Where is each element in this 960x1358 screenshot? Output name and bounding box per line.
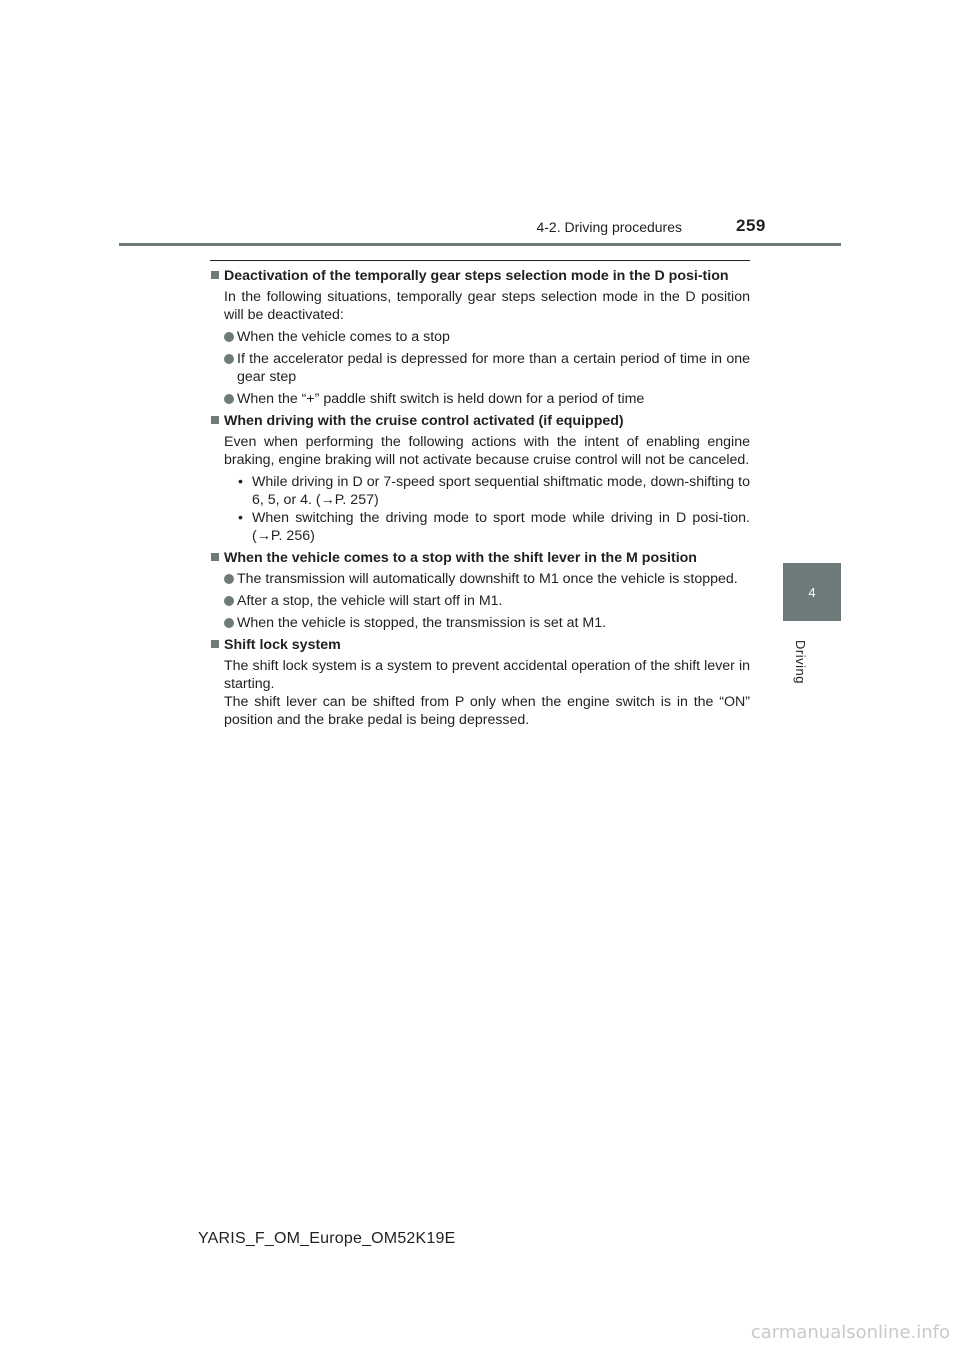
circle-bullet-icon xyxy=(224,614,237,632)
bullet-text: If the accelerator pedal is depressed for more than a certain period of time in one gear step xyxy=(237,351,750,385)
page-number: 259 xyxy=(736,216,766,235)
bullet-item xyxy=(224,328,750,346)
sub-list xyxy=(238,473,750,545)
section-title xyxy=(210,636,750,654)
section-title xyxy=(210,412,750,430)
dot-mark: • xyxy=(238,510,243,526)
content-top-rule xyxy=(210,260,750,261)
page-content xyxy=(210,267,750,733)
circle-bullet-icon xyxy=(224,390,237,408)
circle-bullet-icon xyxy=(224,592,237,610)
footer-doc-id: YARIS_F_OM_Europe_OM52K19E xyxy=(198,1230,456,1247)
bullet-text: When the vehicle comes to a stop xyxy=(237,329,450,345)
section-m-position xyxy=(210,549,750,632)
section-title xyxy=(210,267,750,285)
header-section-title: 4-2. Driving procedures xyxy=(536,219,682,235)
bullet-item xyxy=(224,614,750,632)
bullet-text: The transmission will automatically downshift to M1 once the vehicle is stopped. xyxy=(237,571,738,587)
section-paragraph: The shift lever can be shifted from P only when the engine switch is in the “ON” position and the brake pedal is being depressed. xyxy=(224,694,750,728)
sub-item xyxy=(238,509,750,545)
circle-bullet-icon xyxy=(224,328,237,346)
section-cruise-control xyxy=(210,412,750,545)
dot-mark: • xyxy=(238,474,243,490)
bullet-text: When the vehicle is stopped, the transmission is set at M1. xyxy=(237,615,607,631)
section-paragraph: The shift lock system is a system to prevent accidental operation of the shift lever in starting. xyxy=(224,658,750,692)
square-bullet-icon xyxy=(210,412,224,430)
bullet-item xyxy=(224,350,750,386)
bullet-item xyxy=(224,570,750,588)
section-title-text: When the vehicle comes to a stop with the shift lever in the M position xyxy=(224,550,697,566)
section-title xyxy=(210,549,750,567)
header-rule xyxy=(119,243,841,246)
bullet-text: After a stop, the vehicle will start off in M1. xyxy=(237,593,503,609)
section-paragraph: Even when performing the following actions with the intent of enabling engine braking, engine braking will not activate because cruise control will not be canceled. xyxy=(224,434,750,468)
circle-bullet-icon xyxy=(224,570,237,588)
section-deactivation xyxy=(210,267,750,408)
chapter-tab-number: 4 xyxy=(783,563,841,621)
square-bullet-icon xyxy=(210,549,224,567)
section-title-text: Deactivation of the temporally gear steps selection mode in the D posi-tion xyxy=(224,268,729,284)
section-shift-lock xyxy=(210,636,750,729)
circle-bullet-icon xyxy=(224,350,237,386)
bullet-item xyxy=(224,592,750,610)
bullet-text: When the “+” paddle shift switch is held down for a period of time xyxy=(237,391,645,407)
chapter-tab-label: Driving xyxy=(793,640,808,684)
square-bullet-icon xyxy=(210,636,224,654)
sub-item xyxy=(238,473,750,509)
sub-item-text: While driving in D or 7-speed sport sequential shiftmatic mode, down-shifting to 6, 5, or 4. (→P. 257) xyxy=(252,474,750,508)
square-bullet-icon xyxy=(210,267,224,285)
section-title-text: Shift lock system xyxy=(224,637,341,653)
section-title-text: When driving with the cruise control activated (if equipped) xyxy=(224,413,624,429)
sub-item-text: When switching the driving mode to sport mode while driving in D posi-tion. (→P. 256) xyxy=(252,510,750,544)
watermark: carmanualsonline.info xyxy=(750,1322,950,1343)
section-paragraph: In the following situations, temporally gear steps selection mode in the D position will be deactivated: xyxy=(224,289,750,323)
bullet-item xyxy=(224,390,750,408)
